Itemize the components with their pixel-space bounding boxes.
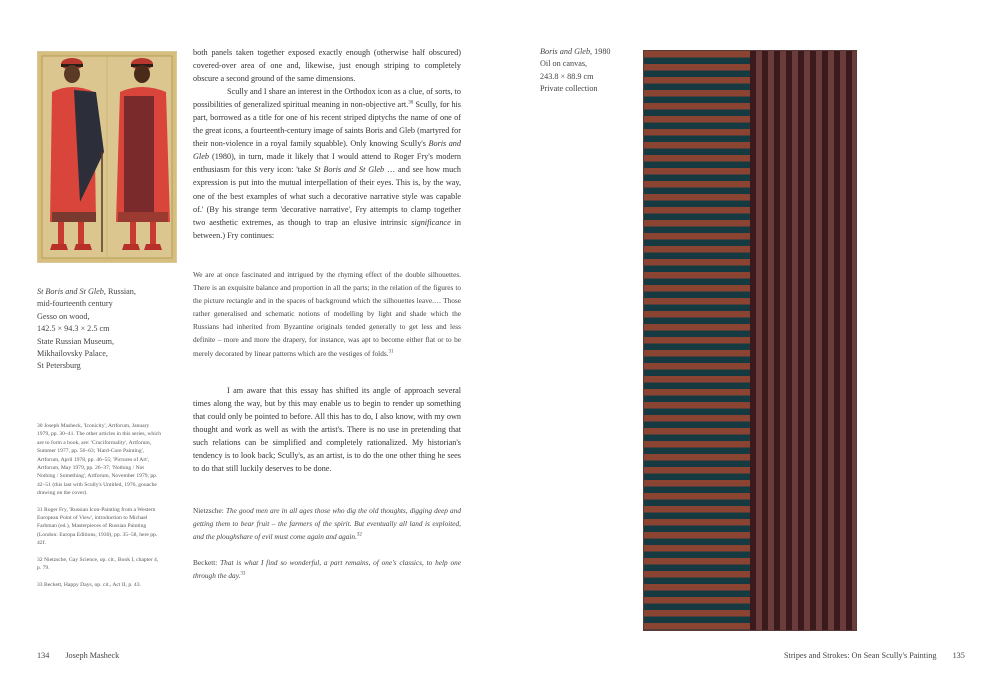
caption-line: 243.8 × 88.9 cm [540,71,594,81]
quote-beckett: Beckett: That is what I find so wonderful, a part remains, of one's classics, to help one through the day.$^{33}$ [193,558,462,581]
caption-line: mid-fourteenth century [37,299,113,309]
block-quote-fry: We are at once fascinated and intrigued by the rhyming effect of the double silhouettes. There is an exquisite balance and proportion in all the parts; in the relation of the figures to the picture rectangle and in the spaces of background which the silhouettes leave.… Those rather generalised and schematic notions of modelling by light and shade which the Russians had inherited from Byzantine originals tended generally to get less and less definite – more and more the drapery, for instance, was apt to become either flat or to be merely decorated by linear patterns which are the vestiges of folds.$^{31}$ [193,270,461,358]
running-head-right: Stripes and Strokes: On Sean Scully's Painting [784,651,937,660]
icon-image-boris-and-gleb [37,51,177,263]
paragraph-3: I am aware that this essay has shifted its angle of approach several times along the way, but by this may enable us to begin to render up something that could only be pointed to before. All this has to do, I also know, with my own thought and work as well as with the artist's. There is no use in pretending that such relations can be simplified and completely rationalized. My historian's tendency is to look back; Scully's, as an artist, is to do the one other thing he sees to do that still luckily deserves to be done. [193,386,461,474]
caption-line: Mikhailovsky Palace, [37,349,108,359]
icon-caption: St Boris and St Gleb, Russian, mid-fourteenth century Gesso on wood, 142.5 × 94.3 × 2.5 cm State Russian Museum, Mikhailovsky Palace, St Petersburg [37,286,136,373]
caption-line: Private collection [540,84,598,94]
painting-caption: Boris and Gleb, 1980 Oil on canvas, 243.8 × 88.9 cm Private collection [540,46,611,96]
paragraph-1: both panels taken together exposed exactly enough (otherwise half obscured) covered-over area of one and, likewise, just enough striping to completely obscure a second ground of the same dimensions. [193,48,461,84]
footnote-ref: 31 [388,349,394,355]
caption-title: Boris and Gleb [540,47,591,56]
painting-horizontal-stripes-panel [644,51,750,630]
body-column [193,46,461,242]
caption-line: 142.5 × 94.3 × 2.5 cm [37,324,110,334]
painting-boris-and-gleb [644,51,856,630]
caption-title: St Boris and St Gleb [37,287,104,296]
page-number-left: 134 [37,651,50,660]
running-head-left: Joseph Masheck [65,651,120,660]
footnote-33: 33 Beckett, Happy Days, op. cit., Act II, p. 43. [37,581,141,588]
left-folio [37,651,119,660]
quote-nietzsche: Nietzsche: The good men are in all ages those who dig the old thoughts, digging deep and getting them to bear fruit – the farmers of the spirit. But eventually all land is exploited, and the ploughshare of evil must come again and again.$^{32}$ [193,506,461,542]
caption-line: Oil on canvas, [540,59,588,69]
caption-line: St Petersburg [37,361,81,371]
caption-line: State Russian Museum, [37,336,115,346]
footnote-ref: 32 [356,532,362,538]
paragraph-3-block [193,384,461,475]
footnote-31: 31 Roger Fry, 'Russian Icon-Painting from a Western European Point of View', introduction to Michael Farbman (ed.), Masterpieces of Russian Painting (London: Europa Editions, 1930), pp. 35–58, here pp. 42f. [37,506,158,547]
caption-line: Gesso on wood, [37,311,90,321]
footnote-ref: 33 [240,571,246,577]
right-folio [784,651,965,660]
icon-illustration [38,52,176,262]
footnote-ref: 30 [408,100,414,106]
page-number-right: 135 [952,651,965,660]
footnote-30: 30 Joseph Masheck, 'Iconicity', Artforum, January 1979, pp. 30–41. The other articles in this series, which are to form a book, are: 'Cruciformality', Artforum, Summer 1977, pp. 56–63; 'Hard-Core Painting', Artforum, April 1978, pp. 46–55; 'Pictures of Art', Artforum, May 1979, pp. 26–37; 'Nothing / Not Nothing / Something', Artforum, November 1979, pp. 42–51 (this last with Scully's Untitled, 1976, gouache drawing on the cover). [37,423,162,497]
painting-vertical-stripes-panel [750,51,856,630]
footnote-32: 32 Nietzsche, Gay Science, op. cit., Book I, chapter 4, p. 79. [37,556,159,572]
footnotes [37,422,162,597]
paragraph-2: Scully and I share an interest in the Orthodox icon as a clue, of sorts, to possibilities of generalized spiritual meaning in non-objective art.$^{30}$ Scully, for his part, borrowed as a title for one of his recent striped diptychs the name of one of the great icons, a fourteenth-century image of saints Boris and Gleb (martyred for their non-violence in a royal family squabble). Only knowing Scully's Boris and Gleb (1980), in turn, made it likely that I would attend to Roger Fry's modern enthusiasm for this very icon: 'take St Boris and St Gleb … and see how much expression is put into the mutual interpellation of their eyes. This is, by the way, one of the best examples of what such a decorative narrative style was capable of.' (By his strange term 'decorative narrative', Fry attempts to clamp together two aesthetic extremes, as though to trap an elusive intrinsic significance in between.) Fry continues: [193,87,461,240]
